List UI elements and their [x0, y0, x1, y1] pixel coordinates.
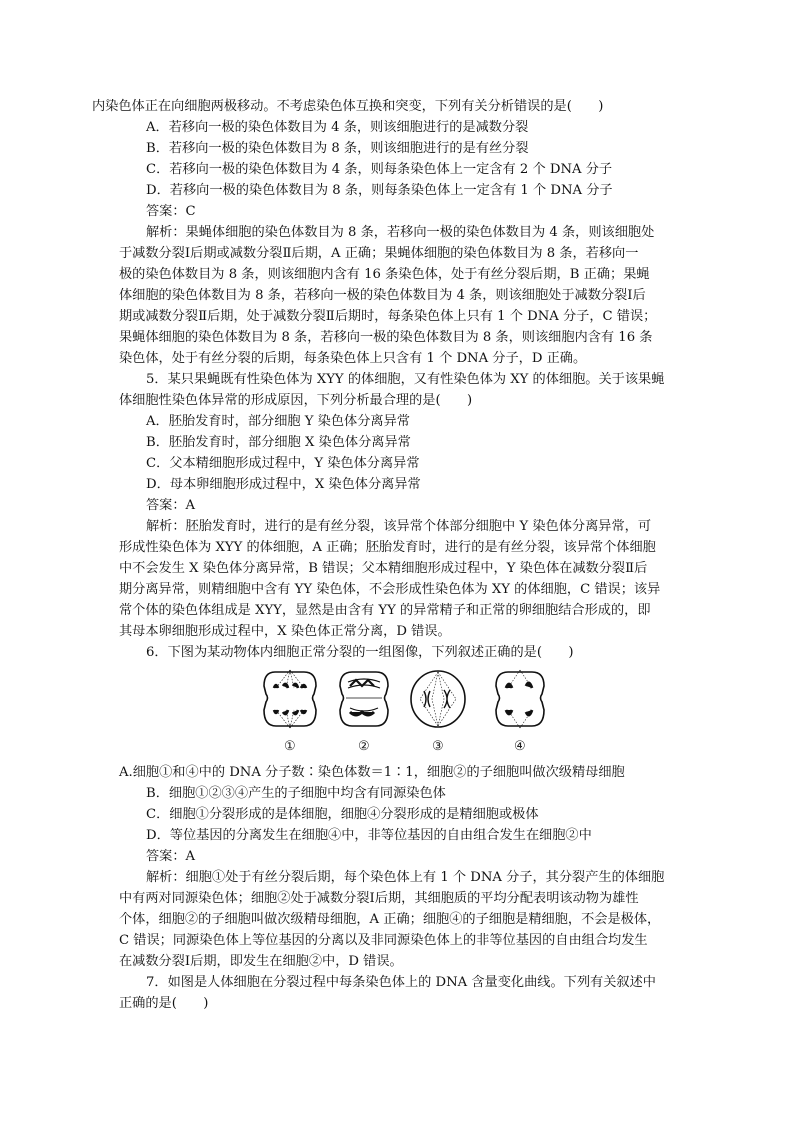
figure-label-4: ④: [514, 739, 526, 754]
figure-label-1: ①: [284, 739, 296, 754]
cell-4: [496, 670, 544, 728]
cell-division-figure: [262, 664, 562, 754]
q5-option-a: A．胚胎发育时，部分细胞 Y 染色体分离异常: [146, 414, 410, 429]
q6-stem: 6．下图为某动物体内细胞正常分裂的一组图像，下列叙述正确的是( ): [146, 645, 574, 660]
q4-option-b: B．若移向一极的染色体数目为 8 条，则该细胞进行的是有丝分裂: [146, 141, 529, 156]
cell-3: [411, 671, 465, 727]
q4-answer: 答案：C: [146, 204, 196, 219]
figure-label-2: ②: [358, 739, 370, 754]
q6-answer: 答案：A: [146, 849, 196, 864]
q5-option-d: D．母本卵细胞形成过程中，X 染色体分离异常: [146, 477, 421, 492]
q7-stem: 7．如图是人体细胞在分裂过程中每条染色体上的 DNA 含量变化曲线。下列有关叙述中: [146, 975, 656, 990]
q6-option-d: D．等位基因的分离发生在细胞④中，非等位基因的自由组合发生在细胞②中: [146, 828, 592, 843]
text-upper: [92, 96, 679, 663]
q4-analysis-line: 极的染色体数目为 8 条，则该细胞内含有 16 条染色体，处于有丝分裂后期，B 正确；果蝇: [119, 267, 650, 282]
q6-option-c: C．细胞①分裂形成的是体细胞，细胞④分裂形成的是精细胞或极体: [146, 807, 539, 822]
q4-option-a: A．若移向一极的染色体数目为 4 条，则该细胞进行的是减数分裂: [146, 120, 529, 135]
q5-analysis-line: 解析：胚胎发育时，进行的是有丝分裂，该异常个体部分细胞中 Y 染色体分离异常，可: [146, 519, 652, 534]
q6-option-b: B．细胞①②③④产生的子细胞中均含有同源染色体: [146, 786, 446, 801]
q6-option-a: A.细胞①和④中的 DNA 分子数∶染色体数＝1∶1，细胞②的子细胞叫做次级精母细胞: [119, 765, 625, 780]
q7-stem: 正确的是( ): [119, 996, 209, 1011]
q5-analysis-line: 形成性染色体为 XYY 的体细胞，A 正确；胚胎发育时，进行的是有丝分裂，该异常个体细胞: [119, 540, 656, 555]
q6-analysis-line: 个体，细胞②的子细胞叫做次级精母细胞，A 正确；细胞④的子细胞是精细胞，不会是极体，: [119, 912, 661, 927]
q6-analysis-line: C 错误；同源染色体上等位基因的分离以及非同源染色体上的非等位基因的自由组合均发生: [119, 933, 648, 948]
cell-1: [264, 670, 316, 728]
q5-analysis-line: 其母本卵细胞形成过程中，X 染色体正常分离，D 错误。: [119, 624, 451, 639]
q4-analysis-line: 解析：果蝇体细胞的染色体数目为 8 条，若移向一极的染色体数目为 4 条，则该细胞处: [146, 225, 655, 240]
q6-analysis-line: 在减数分裂Ⅰ后期，即发生在细胞②中，D 错误。: [119, 954, 403, 969]
q5-answer: 答案：A: [146, 498, 196, 513]
q5-analysis-line: 期分离异常，则精细胞中含有 YY 染色体，不会形成性染色体为 XY 的体细胞，C 错误；该异: [119, 582, 661, 597]
q5-option-c: C．父本精细胞形成过程中，Y 染色体分离异常: [146, 456, 420, 471]
q5-stem: 体细胞性染色体异常的形成原因，下列分析最合理的是( ): [119, 393, 473, 408]
q5-stem: 5．某只果蝇既有性染色体为 XYY 的体细胞，又有性染色体为 XY 的体细胞。关于该果蝇: [146, 372, 665, 387]
figure-label-3: ③: [432, 739, 444, 754]
q4-option-d: D．若移向一极的染色体数目为 8 条，则每条染色体上一定含有 1 个 DNA 分子: [146, 183, 613, 198]
q4-option-c: C．若移向一极的染色体数目为 4 条，则每条染色体上一定含有 2 个 DNA 分子: [146, 162, 613, 177]
q4-analysis-line: 期或减数分裂Ⅱ后期，处于减数分裂Ⅱ后期时，每条染色体上只有 1 个 DNA 分子，C 错误；: [119, 309, 657, 324]
q4-analysis-line: 体细胞的染色体数目为 8 条，若移向一极的染色体数目为 4 条，则该细胞处于减数分裂Ⅰ后: [119, 288, 646, 303]
q5-analysis-line: 常个体的染色体组成是 XYY，显然是由含有 YY 的异常精子和正常的卵细胞结合形成的，即: [119, 603, 651, 618]
q4-analysis-line: 于减数分裂Ⅰ后期或减数分裂Ⅱ后期，A 正确；果蝇体细胞的染色体数目为 8 条，若移向一: [119, 246, 639, 261]
q6-analysis-line: 解析：细胞①处于有丝分裂后期，每个染色体上有 1 个 DNA 分子，其分裂产生的体细胞: [146, 870, 665, 885]
q4-analysis-line: 染色体，处于有丝分裂的后期，每条染色体上只含有 1 个 DNA 分子，D 正确。: [119, 351, 587, 366]
q5-option-b: B．胚胎发育时，部分细胞 X 染色体分离异常: [146, 435, 411, 450]
text-lower: [119, 762, 679, 1014]
q6-analysis-line: 中有两对同源染色体；细胞②处于减数分裂Ⅰ后期，其细胞质的平均分配表明该动物为雄性: [119, 891, 639, 906]
q4-stem: 内染色体正在向细胞两极移动。不考虑染色体互换和突变，下列有关分析错误的是( ): [92, 99, 604, 114]
q5-analysis-line: 中不会发生 X 染色体分离异常，B 错误；父本精细胞形成过程中，Y 染色体在减数分裂Ⅱ后: [119, 561, 648, 576]
cell-division-svg: [262, 664, 562, 754]
cell-2: [340, 672, 388, 726]
q4-analysis-line: 果蝇体细胞的染色体数目为 8 条，若移向一极的染色体数目为 8 条，则该细胞内含有 16 条: [119, 330, 653, 345]
